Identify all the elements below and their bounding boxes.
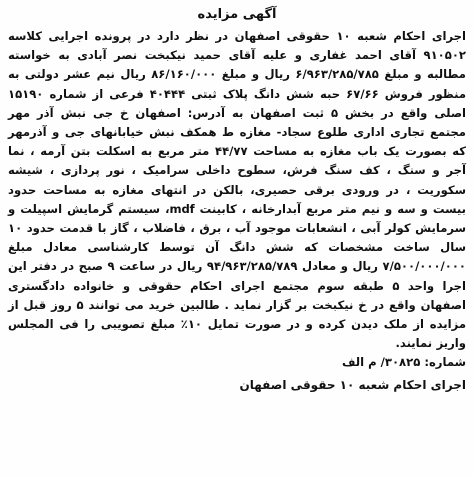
notice-number: شماره: ۳۰۸۲۵/ م الف <box>341 355 466 370</box>
notice-signature: اجرای احکام شعبه ۱۰ حقوقی اصفهان <box>239 377 466 392</box>
notice-body: اجرای احکام شعبه ۱۰ حقوقی اصفهان در نظر دارد در پرونده اجرایی کلاسه ۹۱۰۵۰۲ آقای احمد غفاری و علیه آقای حمید نیکبخت نصر آبادی به خواسته مطالبه و مبلغ ۶/۹۶۳/۲۸۵/۷۸۵ ریال و مبلغ ۸۶/۱۶۰/۰۰۰ ریال نیم عشر دولتی به منظور فروش ۶۷/۶۶ حبه شش دانگ پلاک ثبتی ۴۰۴۴۴ فرعی از شماره ۱۵۱۹۰ اصلی واقع در بخش ۵ ثبت اصفهان به آدرس: اصفهان خ جی نبش آذر مهر مجتمع تجاری اداری طلوع سجاد- مغازه ط همکف نبش خیابانهای جی و آذرمهر که بصورت یک باب مغازه به مساحت ۴۴/۷۷ متر مربع به اسکلت بتن آرمه ، نما آجر و سنگ ، کف سنگ فرش، سطوح داخلی سرامیک ، نور پردازی ، شیشه سکوریت ، در ورودی برقی حصیری، بالکن در انتهای مغازه به مساحت حدود بیست و سه و نیم متر مربع آبدارخانه ، کابینت mdf، سیستم گرمایش اسپیلت و سرمایش کولر آبی ، انشعابات موجود آب ، برق ، فاضلاب ، گاز با قدمت حدود ۱۰ سال ساخت مشخصات که شش دانگ آن توسط کارشناسی معادل مبلغ ۷/۵۰۰/۰۰۰/۰۰۰ ریال و معادل ۹۴/۹۶۳/۲۸۵/۷۸۹ ریال در ساعت ۹ صبح در دفتر این اجرا واحد ۵ طبقه سوم مجتمع اجرای احکام حقوقی و خانواده دادگستری اصفهان واقع در خ نیکبخت بر گزار نماید . طالبین خرید می توانند ۵ روز قبل از مزایده از ملک دیدن کرده و در صورت تمایل ۱۰٪ مبلغ تصویبی را فی المجلس واریز نمایند. <box>8 29 467 351</box>
notice-title: آگهی مزایده <box>197 7 277 22</box>
